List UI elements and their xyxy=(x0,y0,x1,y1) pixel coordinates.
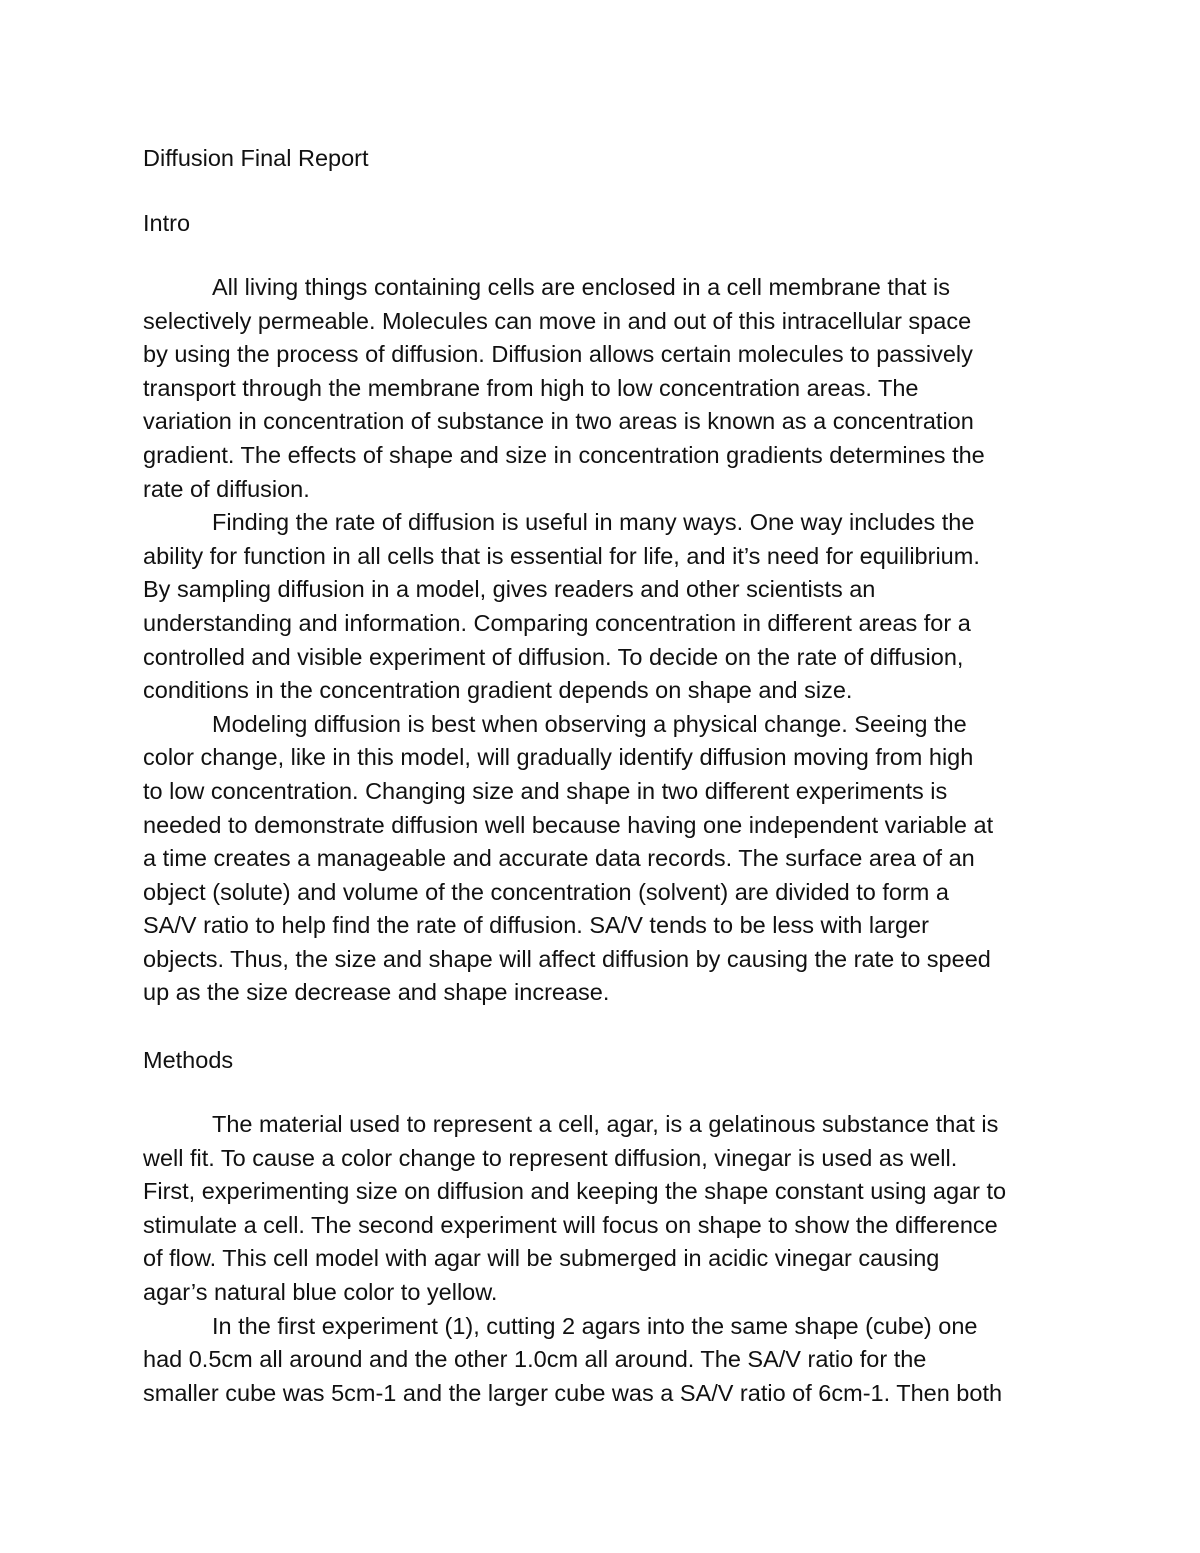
paragraph-line: had 0.5cm all around and the other 1.0cm all around. The SA/V ratio for the xyxy=(143,1346,927,1373)
paragraph-line: SA/V ratio to help find the rate of diffusion. SA/V tends to be less with larger xyxy=(143,912,929,939)
paragraph-line: rate of diffusion. xyxy=(143,475,310,502)
paragraph-line: needed to demonstrate diffusion well because having one independent variable at xyxy=(143,811,994,838)
paragraph-line: objects. Thus, the size and shape will affect diffusion by causing the rate to speed xyxy=(143,945,991,972)
paragraph-line: color change, like in this model, will gradually identify diffusion moving from high xyxy=(143,744,974,771)
paragraph-line: up as the size decrease and shape increase. xyxy=(143,979,610,1006)
document-title: Diffusion Final Report xyxy=(143,145,369,171)
paragraph-line: smaller cube was 5cm-1 and the larger cube was a SA/V ratio of 6cm-1. Then both xyxy=(143,1379,1003,1406)
paragraph-line: In the first experiment (1), cutting 2 agars into the same shape (cube) one xyxy=(212,1312,978,1339)
section-heading-intro: Intro xyxy=(143,210,191,236)
methods-paragraphs xyxy=(143,1108,1065,1410)
paragraph-line: stimulate a cell. The second experiment will focus on shape to show the difference xyxy=(143,1211,998,1238)
paragraph-line: of flow. This cell model with agar will be submerged in acidic vinegar causing xyxy=(143,1245,940,1272)
document-body xyxy=(143,141,1065,1410)
paragraph-line: The material used to represent a cell, agar, is a gelatinous substance that is xyxy=(212,1111,999,1138)
paragraph-line: Modeling diffusion is best when observing a physical change. Seeing the xyxy=(212,710,967,737)
paragraph-line: First, experimenting size on diffusion and keeping the shape constant using agar to xyxy=(143,1178,1007,1205)
paragraph-line: a time creates a manageable and accurate data records. The surface area of an xyxy=(143,845,975,872)
section-heading-methods: Methods xyxy=(143,1047,234,1074)
paragraph-line: well fit. To cause a color change to represent diffusion, vinegar is used as well. xyxy=(143,1144,958,1171)
paragraph-line: conditions in the concentration gradient depends on shape and size. xyxy=(143,677,853,704)
paragraph-line: transport through the membrane from high to low concentration areas. The xyxy=(143,374,919,401)
paragraph-line: agar’s natural blue color to yellow. xyxy=(143,1279,498,1306)
paragraph-line: Finding the rate of diffusion is useful in many ways. One way includes the xyxy=(212,509,975,536)
paragraph-line: By sampling diffusion in a model, gives readers and other scientists an xyxy=(143,576,876,603)
paragraph-line: variation in concentration of substance in two areas is known as a concentration xyxy=(143,408,974,435)
paragraph-line: All living things containing cells are enclosed in a cell membrane that is xyxy=(212,274,951,300)
paragraph-line: controlled and visible experiment of diffusion. To decide on the rate of diffusion, xyxy=(143,643,964,670)
paragraph-line: to low concentration. Changing size and shape in two different experiments is xyxy=(143,777,948,804)
paragraph-line: gradient. The effects of shape and size in concentration gradients determines the xyxy=(143,441,985,468)
intro-paragraphs xyxy=(143,271,1065,1010)
paragraph-line: by using the process of diffusion. Diffusion allows certain molecules to passively xyxy=(143,341,973,368)
paragraph-line: ability for function in all cells that is essential for life, and it’s need for equilibrium. xyxy=(143,542,980,569)
paragraph-line: selectively permeable. Molecules can move in and out of this intracellular space xyxy=(143,307,972,334)
paragraph-line: object (solute) and volume of the concentration (solvent) are divided to form a xyxy=(143,878,949,905)
paragraph-line: understanding and information. Comparing concentration in different areas for a xyxy=(143,609,971,636)
